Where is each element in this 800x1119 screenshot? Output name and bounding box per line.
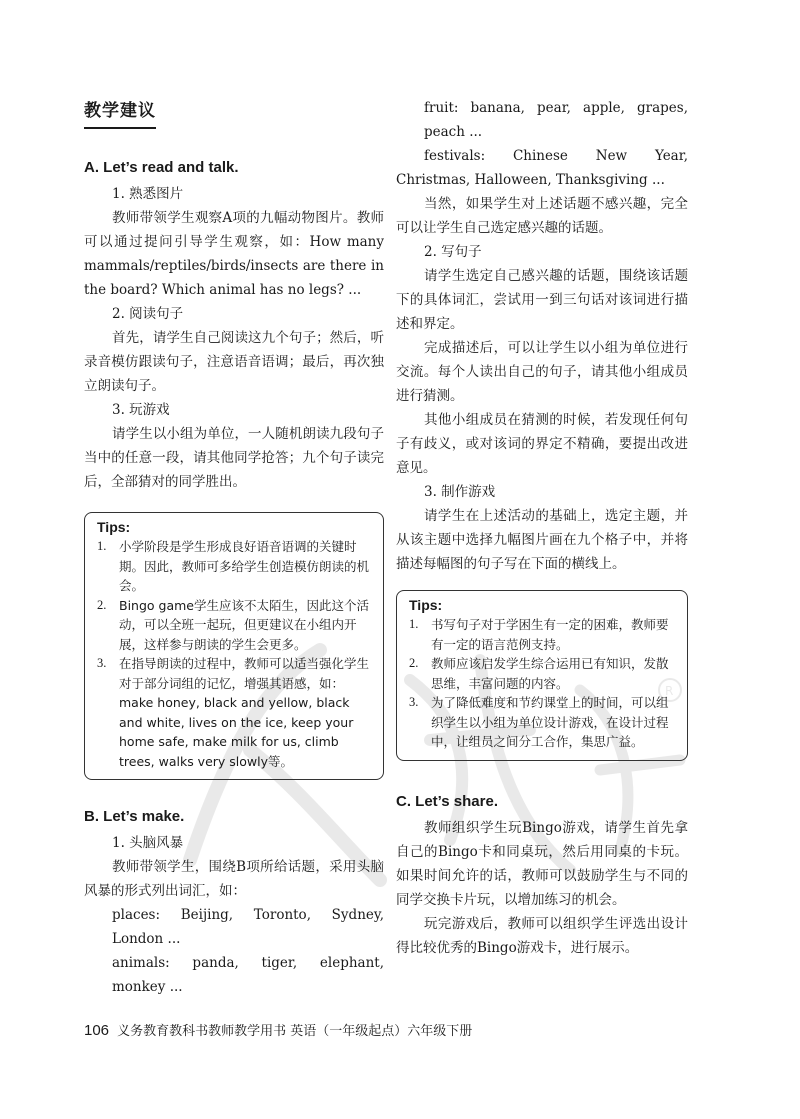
section-b-sub1: 1. 头脑风暴 bbox=[112, 835, 184, 851]
tip-number: 1. bbox=[97, 539, 107, 553]
tip-number: 1. bbox=[409, 617, 419, 631]
right-column bbox=[396, 96, 688, 960]
section-a-title: A. Let’s read and talk. bbox=[84, 159, 239, 176]
section-a-p1: 教师带领学生观察A项的九幅动物图片。教师可以通过提问引导学生观察，如：How many mammals/reptiles/birds/insects are there in the board? Which animal has no legs? ... bbox=[84, 210, 384, 298]
words-festivals: festivals: Chinese New Year, Christmas, Halloween, Thanksgiving ... bbox=[396, 148, 688, 188]
page-heading: 教学建议 bbox=[84, 96, 156, 129]
paragraph-game: 请学生在上述活动的基础上，选定主题，并从该主题中选择九幅图片画在九个格子中，并将描述每幅图的句子写在下面的横线上。 bbox=[396, 508, 688, 572]
section-c-p1: 教师组织学生玩Bingo游戏，请学生首先拿自己的Bingo卡和同桌玩，然后用同桌的卡玩。如果时间允许的话，教师可以鼓励学生与不同的同学交换卡片玩，以增加练习的机会。 bbox=[396, 819, 688, 908]
tip-text: 教师应该启发学生综合运用已有知识，发散思维，丰富问题的内容。 bbox=[431, 656, 669, 691]
tip-text: 书写句子对于学困生有一定的困难，教师要有一定的语言范例支持。 bbox=[431, 617, 669, 652]
tip-item bbox=[409, 654, 677, 693]
section-b-animals: animals: panda, tiger, elephant, monkey ... bbox=[112, 955, 384, 995]
tip-item bbox=[97, 654, 373, 771]
tip-number: 2. bbox=[409, 656, 419, 670]
section-b-sub3: 3. 制作游戏 bbox=[424, 484, 496, 500]
tip-item bbox=[409, 693, 677, 752]
tips-title: Tips: bbox=[97, 519, 131, 535]
section-a-sub1: 1. 熟悉图片 bbox=[112, 186, 184, 202]
tips-box-right bbox=[396, 590, 688, 761]
svg-text:R: R bbox=[665, 684, 674, 698]
tip-item bbox=[97, 537, 373, 596]
footer-text: 义务教育教科书教师教学用书 英语（一年级起点）六年级下册 bbox=[117, 1024, 473, 1039]
paragraph-guess: 其他小组成员在猜测的时候，若发现任何句子有歧义，或对该词的界定不精确，要提出改进意见。 bbox=[396, 412, 688, 476]
tip-number: 3. bbox=[409, 695, 419, 709]
tips-title: Tips: bbox=[409, 597, 443, 613]
left-column bbox=[84, 96, 384, 999]
section-a-p2: 首先，请学生自己阅读这九个句子；然后，听录音模仿跟读句子，注意语音语调；最后，再次独立朗读句子。 bbox=[84, 330, 384, 394]
section-c-p2: 玩完游戏后，教师可以组织学生评选出设计得比较优秀的Bingo游戏卡，进行展示。 bbox=[396, 915, 688, 956]
page-number: 106 bbox=[84, 1022, 110, 1039]
tips-box-left bbox=[84, 512, 384, 780]
tip-number: 3. bbox=[97, 656, 107, 670]
section-a-sub2: 2. 阅读句子 bbox=[112, 306, 184, 322]
page-footer bbox=[84, 1020, 704, 1039]
tip-text: 在指导朗读的过程中，教师可以适当强化学生对于部分词组的记忆，增强其语感，如：make honey, black and yellow, black and white, lives on the ice, keep your home safe, make milk for us, climb trees, walks very slowly等。 bbox=[119, 656, 370, 769]
paragraph-share: 完成描述后，可以让学生以小组为单位进行交流。每个人读出自己的句子，请其他小组成员进行猜测。 bbox=[396, 340, 688, 404]
paragraph-write: 请学生选定自己感兴趣的话题，围绕该话题下的具体词汇，尝试用一到三句话对该词进行描述和界定。 bbox=[396, 268, 688, 332]
section-b-places: places: Beijing, Toronto, Sydney, London ... bbox=[112, 907, 384, 947]
words-fruit: fruit: banana, pear, apple, grapes, peach ... bbox=[424, 100, 688, 140]
section-c-title: C. Let’s share. bbox=[396, 792, 498, 810]
tip-item bbox=[97, 596, 373, 655]
section-a-sub3: 3. 玩游戏 bbox=[112, 402, 170, 418]
tip-item bbox=[409, 615, 677, 654]
tip-text: 为了降低难度和节约课堂上的时间，可以组织学生以小组为单位设计游戏，在设计过程中，让组员之间分工合作，集思广益。 bbox=[431, 695, 669, 749]
paragraph-interest: 当然，如果学生对上述话题不感兴趣，完全可以让学生自己选定感兴趣的话题。 bbox=[396, 196, 688, 236]
section-b-title: B. Let’s make. bbox=[84, 808, 185, 825]
tip-text: Bingo game学生应该不太陌生，因此这个活动，可以全班一起玩，但更建议在小组内开展，这样参与朗读的学生会更多。 bbox=[119, 597, 369, 652]
tip-text: 小学阶段是学生形成良好语音语调的关键时期。因此，教师可多给学生创造模仿朗读的机会。 bbox=[119, 539, 370, 593]
section-a-p3: 请学生以小组为单位，一人随机朗读九段句子当中的任意一段，请其他同学抢答；九个句子读完后，全部猜对的同学胜出。 bbox=[84, 426, 384, 490]
tip-number: 2. bbox=[97, 597, 107, 612]
section-b-p1: 教师带领学生，围绕B项所给话题，采用头脑风暴的形式列出词汇，如： bbox=[84, 859, 384, 899]
section-b-sub2: 2. 写句子 bbox=[424, 244, 482, 260]
